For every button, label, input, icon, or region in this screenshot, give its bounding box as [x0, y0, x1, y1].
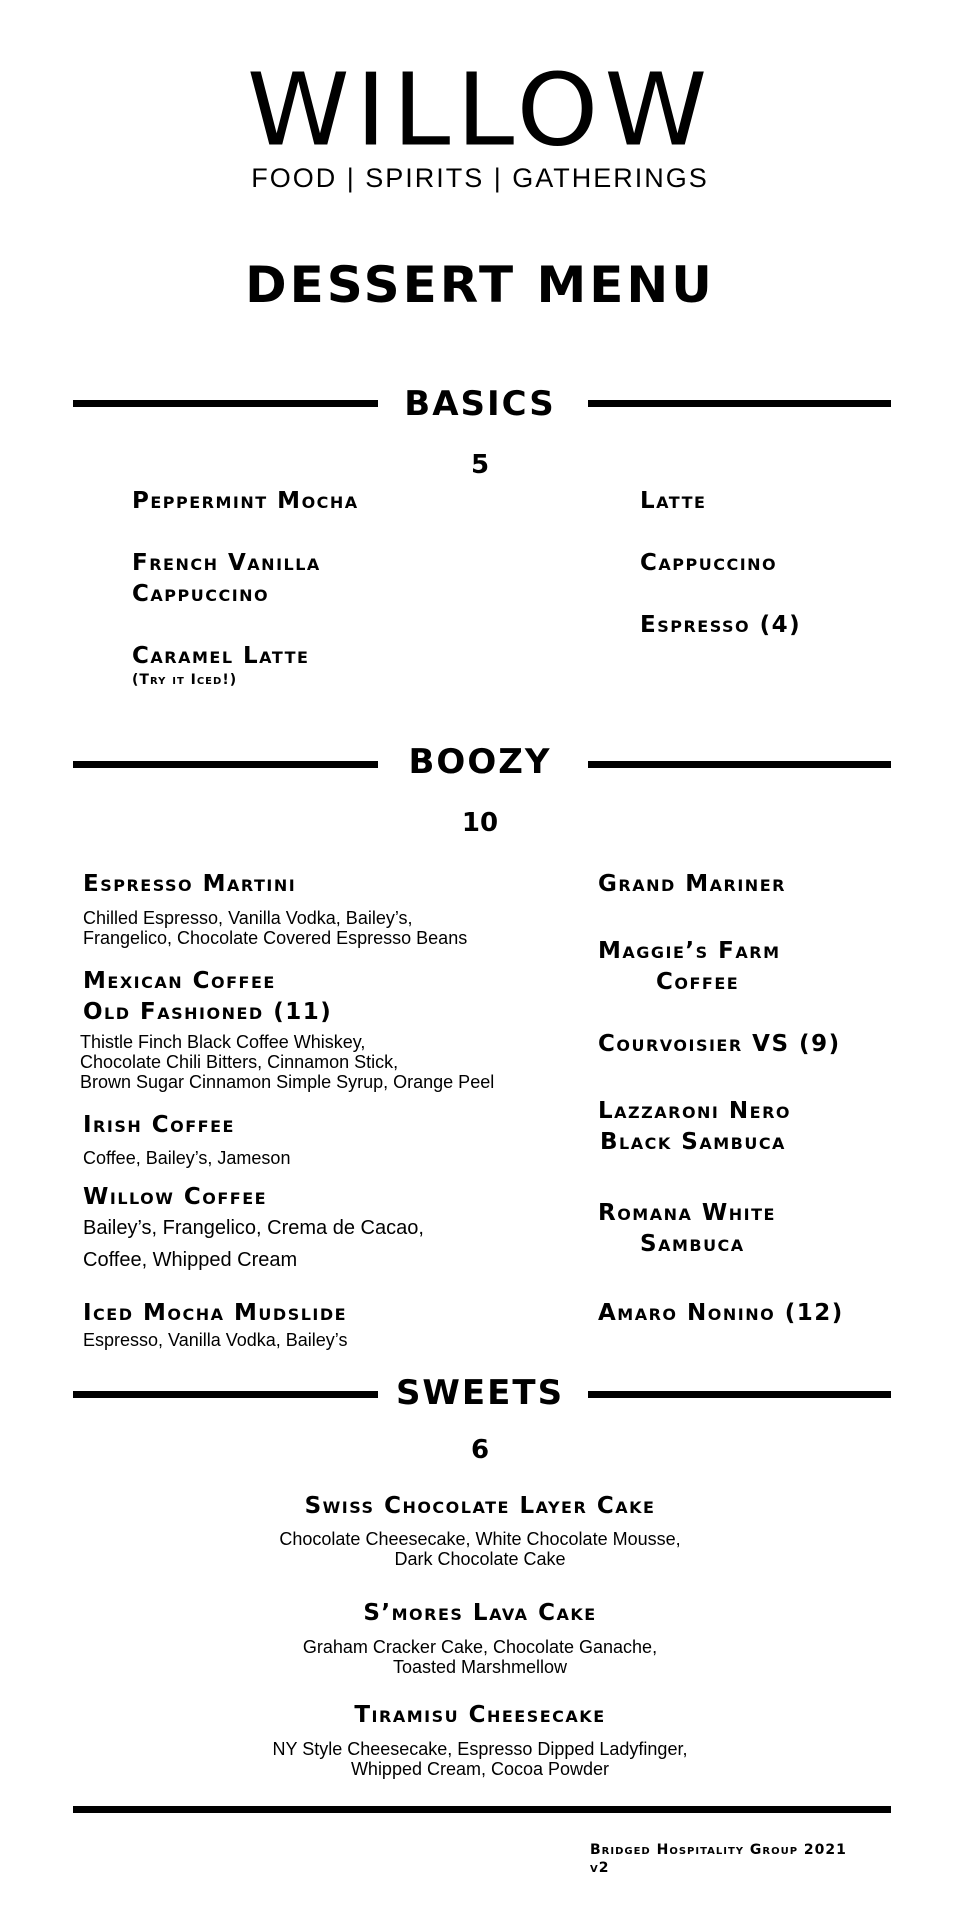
section-title-boozy: BOOZY — [408, 742, 552, 782]
brand-logo: WILLOW — [246, 51, 714, 169]
sweets-item-tiramisu-desc2: Whipped Cream, Cocoa Powder — [350, 1759, 610, 1779]
boozy-item-lazzaroni-line2: Black Sambuca — [600, 1129, 786, 1155]
boozy-item-mexican-coffee-desc3: Brown Sugar Cinnamon Simple Syrup, Orange Peel — [80, 1072, 495, 1092]
sweets-item-swiss-chocolate-desc2: Dark Chocolate Cake — [394, 1549, 566, 1569]
basics-item-latte: Latte — [640, 488, 707, 514]
boozy-item-mexican-coffee-desc2: Chocolate Chili Bitters, Cinnamon Stick, — [80, 1052, 399, 1072]
footer-version: v2 — [590, 1860, 610, 1876]
section-title-sweets: SWEETS — [395, 1373, 565, 1413]
basics-item-caramel-latte: Caramel Latte — [132, 643, 310, 669]
sweets-item-tiramisu-desc1: NY Style Cheesecake, Espresso Dipped Ladyfinger, — [272, 1739, 688, 1759]
brand-tagline: FOOD | SPIRITS | GATHERINGS — [251, 163, 709, 193]
boozy-item-romana: Romana White — [598, 1200, 776, 1226]
boozy-item-maggies-farm-line2: Coffee — [656, 969, 740, 995]
basics-item-espresso: Espresso (4) — [640, 612, 802, 638]
boozy-item-willow-coffee-desc1: Bailey’s, Frangelico, Crema de Cacao, — [83, 1217, 424, 1239]
boozy-item-iced-mocha-mudslide-desc: Espresso, Vanilla Vodka, Bailey’s — [83, 1330, 348, 1350]
basics-item-cappuccino: Cappuccino — [640, 550, 778, 576]
boozy-item-espresso-martini-desc1: Chilled Espresso, Vanilla Vodka, Bailey’s, — [83, 908, 413, 928]
boozy-item-espresso-martini-desc2: Frangelico, Chocolate Covered Espresso Beans — [83, 928, 468, 948]
basics-item-peppermint-mocha: Peppermint Mocha — [132, 488, 359, 514]
boozy-item-mexican-coffee: Mexican Coffee — [83, 968, 276, 994]
section-title-basics: BASICS — [404, 384, 556, 424]
boozy-item-willow-coffee: Willow Coffee — [83, 1184, 268, 1210]
boozy-item-espresso-martini: Espresso Martini — [83, 871, 297, 897]
sweets-item-tiramisu: Tiramisu Cheesecake — [354, 1702, 606, 1728]
boozy-item-grand-mariner: Grand Mariner — [598, 871, 786, 897]
sweets-item-smores: S’mores Lava Cake — [363, 1600, 597, 1626]
boozy-item-irish-coffee: Irish Coffee — [83, 1112, 235, 1138]
boozy-item-irish-coffee-desc: Coffee, Bailey’s, Jameson — [83, 1148, 291, 1168]
sweets-item-swiss-chocolate-desc1: Chocolate Cheesecake, White Chocolate Mousse, — [279, 1529, 681, 1549]
footer-credit: Bridged Hospitality Group 2021 — [590, 1842, 847, 1858]
boozy-price: 10 — [461, 808, 499, 838]
basics-item-french-vanilla-line2: Cappuccino — [132, 581, 270, 607]
boozy-item-mexican-coffee-line2: Old Fashioned (11) — [83, 999, 333, 1025]
sweets-item-swiss-chocolate: Swiss Chocolate Layer Cake — [304, 1493, 656, 1519]
boozy-item-mexican-coffee-desc1: Thistle Finch Black Coffee Whiskey, — [80, 1032, 366, 1052]
basics-price: 5 — [470, 450, 490, 480]
boozy-item-maggies-farm: Maggie’s Farm — [598, 938, 781, 964]
page-title: DESSERT MENU — [245, 256, 715, 314]
sweets-item-smores-desc2: Toasted Marshmellow — [392, 1657, 568, 1677]
boozy-item-willow-coffee-desc2: Coffee, Whipped Cream — [83, 1249, 298, 1271]
boozy-item-courvoisier: Courvoisier VS (9) — [598, 1031, 841, 1057]
boozy-item-romana-line2: Sambuca — [640, 1231, 745, 1257]
sweets-price: 6 — [470, 1435, 490, 1465]
basics-item-french-vanilla: French Vanilla — [132, 550, 321, 576]
boozy-item-iced-mocha-mudslide: Iced Mocha Mudslide — [83, 1300, 348, 1326]
boozy-item-amaro-nonino: Amaro Nonino (12) — [598, 1300, 844, 1326]
basics-item-caramel-latte-note: (Try it Iced!) — [132, 672, 238, 688]
bottom-rule — [73, 1806, 891, 1813]
sweets-item-smores-desc1: Graham Cracker Cake, Chocolate Ganache, — [302, 1637, 658, 1657]
boozy-item-lazzaroni: Lazzaroni Nero — [598, 1098, 791, 1124]
